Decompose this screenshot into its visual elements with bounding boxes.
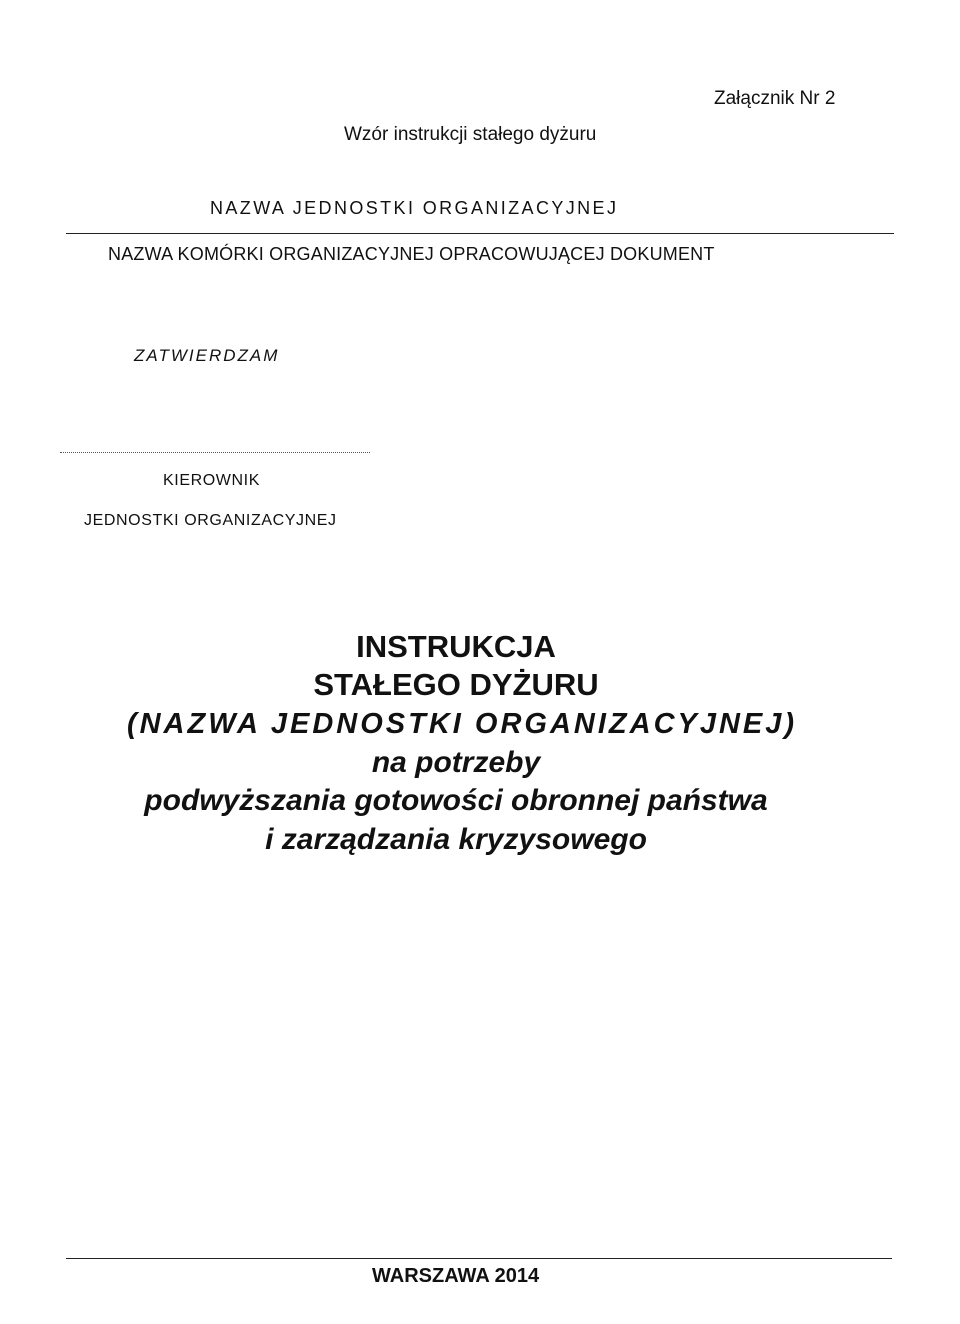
attachment-number: Załącznik Nr 2 <box>714 88 836 109</box>
header-divider <box>66 233 894 234</box>
document-title <box>40 628 920 860</box>
approval-label: ZATWIERDZAM <box>134 346 280 365</box>
title-line-4: na potrzeby <box>371 746 541 779</box>
place-and-year: WARSZAWA 2014 <box>372 1265 540 1287</box>
signer-organization: JEDNOSTKI ORGANIZACYJNEJ <box>84 512 337 529</box>
footer-divider <box>66 1258 892 1259</box>
title-line-2: STAŁEGO DYŻURU <box>313 667 599 702</box>
title-line-1: INSTRUKCJA <box>356 629 556 664</box>
title-line-5: podwyższania gotowości obronnej państwa <box>144 784 768 817</box>
template-label: Wzór instrukcji stałego dyżuru <box>344 124 597 145</box>
organization-name: NAZWA JEDNOSTKI ORGANIZACYJNEJ <box>210 198 619 218</box>
title-line-3: (NAZWA JEDNOSTKI ORGANIZACYJNEJ) <box>126 708 798 740</box>
preparing-unit-name: NAZWA KOMÓRKI ORGANIZACYJNEJ OPRACOWUJĄCEJ DOKUMENT <box>108 244 715 264</box>
signer-title: KIEROWNIK <box>163 472 260 489</box>
signature-line <box>60 452 370 453</box>
title-line-6: i zarządzania kryzysowego <box>265 823 647 856</box>
